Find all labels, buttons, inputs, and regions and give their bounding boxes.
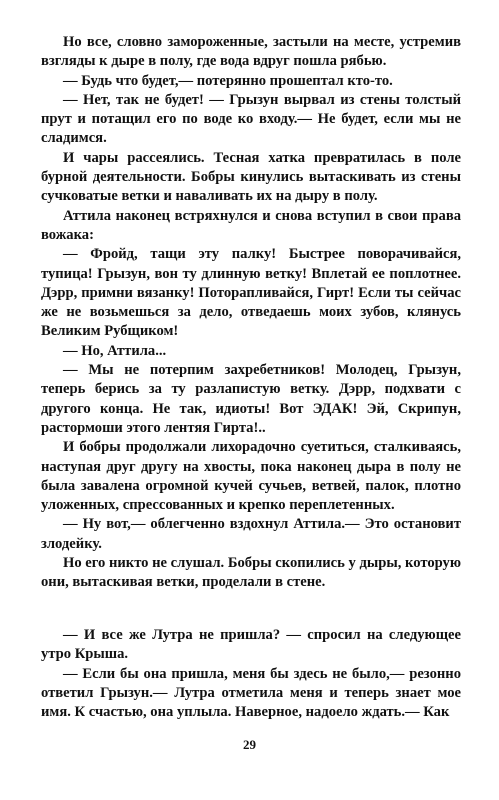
paragraph: И бобры продолжали лихорадочно суетиться, сталкиваясь, наступая друг другу на хвосты, пока наконец дыра в полу не была завалена огромной кучей сучьев, ветвей, палок, плотно уложенных, спрессованных и крепко переплетенных. <box>41 439 461 514</box>
paragraph: — И все же Лутра не пришла? — спросил на следующее утро Крыша. <box>41 627 461 663</box>
paragraph: Но все, словно замороженные, застыли на месте, устремив взгляды к дыре в полу, где вода вдруг пошла рябью. <box>41 34 461 70</box>
text-section-1 <box>41 33 461 593</box>
text-section-2 <box>41 626 461 722</box>
paragraph: Аттила наконец встряхнулся и снова вступил в свои права вожака: <box>41 207 461 243</box>
paragraph: — Но, Аттила... <box>63 342 167 359</box>
paragraph: — Нет, так не будет! — Грызун вырвал из стены толстый прут и потащил его по воде ко входу.— Не будет, если мы не сладимся. <box>41 91 461 147</box>
page-number: 29 <box>243 737 256 752</box>
paragraph: Но его никто не слушал. Бобры скопились у дыры, которую они, вытаскивая ветки, проделали в стене. <box>41 555 461 591</box>
paragraph: — Мы не потерпим захребетников! Молодец, Грызун, теперь берись за ту разлапистую ветку. Дэрр, подхвати с другого конца. Не так, идиоты! Вот ЭДАК! Эй, Скрипун, растормоши этого лентяя Гирта!.. <box>41 362 461 436</box>
paragraph: — Фройд, тащи эту палку! Быстрее поворачивайся, тупица! Грызун, вон ту длинную ветку! Вплетай ее поплотнее. Дэрр, примни вязанку! Поторапливайся, Гирт! Если ты сейчас же не возьмешься за дело, отведаешь моих зубов, клянусь Великим Рубщиком! <box>41 246 461 340</box>
paragraph: — Будь что будет,— потерянно прошептал кто-то. <box>63 72 393 89</box>
paragraph: И чары рассеялись. Тесная хатка превратилась в поле бурной деятельности. Бобры кинулись вытаскивать из стены сучковатые ветки и наваливать их на дыру в полу. <box>41 149 461 205</box>
paragraph: — Если бы она пришла, меня бы здесь не было,— резонно ответил Грызун.— Лутра отметила меня и теперь знает мое имя. К счастью, она уплыла. Наверное, надоело ждать.— Как <box>41 665 461 721</box>
paragraph: — Ну вот,— облегченно вздохнул Аттила.— Это остановит злодейку. <box>41 516 461 552</box>
